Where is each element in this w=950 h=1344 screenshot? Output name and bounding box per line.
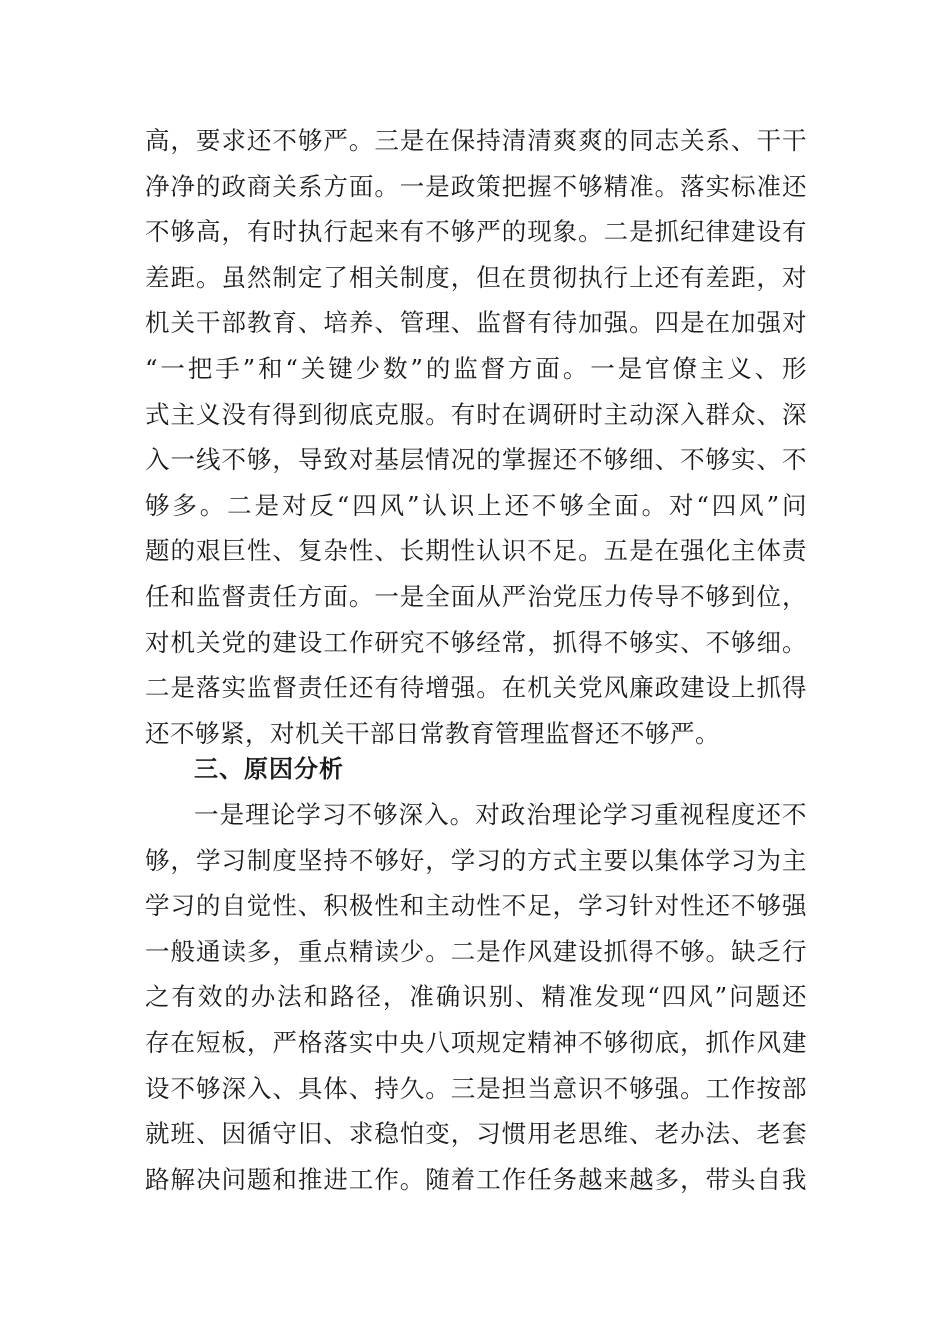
section-heading: 三、原因分析 [194,755,344,783]
text-line: 对机关党的建设工作研究不够经常，抓得不够实、不够细。 [145,627,807,657]
text-line: 之有效的办法和路径，准确识别、精准发现“四风”问题还 [145,982,807,1012]
text-line: 不够高，有时执行起来有不够严的现象。二是抓纪律建设有 [145,217,807,247]
text-line: 入一线不够，导致对基层情况的掌握还不够细、不够实、不 [145,445,807,475]
text-line: 路解决问题和推进工作。随着工作任务越来越多，带头自我 [145,1164,807,1194]
text-line: “一把手”和“关键少数”的监督方面。一是官僚主义、形 [145,353,807,383]
text-line: 还不够紧，对机关干部日常教育管理监督还不够严。 [145,718,720,748]
text-line: 式主义没有得到彻底克服。有时在调研时主动深入群众、深 [145,399,807,429]
text-line: 够多。二是对反“四风”认识上还不够全面。对“四风”问 [145,490,807,520]
text-line: 任和监督责任方面。一是全面从严治党压力传导不够到位， [145,581,807,611]
text-line: 机关干部教育、培养、管理、监督有待加强。四是在加强对 [145,308,807,338]
text-line: 高，要求还不够严。三是在保持清清爽爽的同志关系、干干 [145,126,807,155]
text-line: 一是理论学习不够深入。对政治理论学习重视程度还不 [194,800,807,829]
text-line: 设不够深入、具体、持久。三是担当意识不够强。工作按部 [145,1073,807,1103]
paragraph-problems [145,118,807,756]
paragraph-causes [145,792,807,1202]
text-line: 就班、因循守旧、求稳怕变，习惯用老思维、老办法、老套 [145,1119,807,1149]
text-line: 学习的自觉性、积极性和主动性不足，学习针对性还不够强 [145,891,807,921]
text-line: 净净的政商关系方面。一是政策把握不够精准。落实标准还 [145,171,807,201]
text-line: 二是落实监督责任还有待增强。在机关党风廉政建设上抓得 [145,673,807,703]
text-line: 存在短板，严格落实中央八项规定精神不够彻底，抓作风建 [145,1027,807,1057]
text-line: 差距。虽然制定了相关制度，但在贯彻执行上还有差距，对 [145,262,807,292]
text-line: 够，学习制度坚持不够好，学习的方式主要以集体学习为主 [145,845,807,875]
text-line: 一般通读多，重点精读少。二是作风建设抓得不够。缺乏行 [145,936,807,966]
text-line: 题的艰巨性、复杂性、长期性认识不足。五是在强化主体责 [145,536,807,566]
